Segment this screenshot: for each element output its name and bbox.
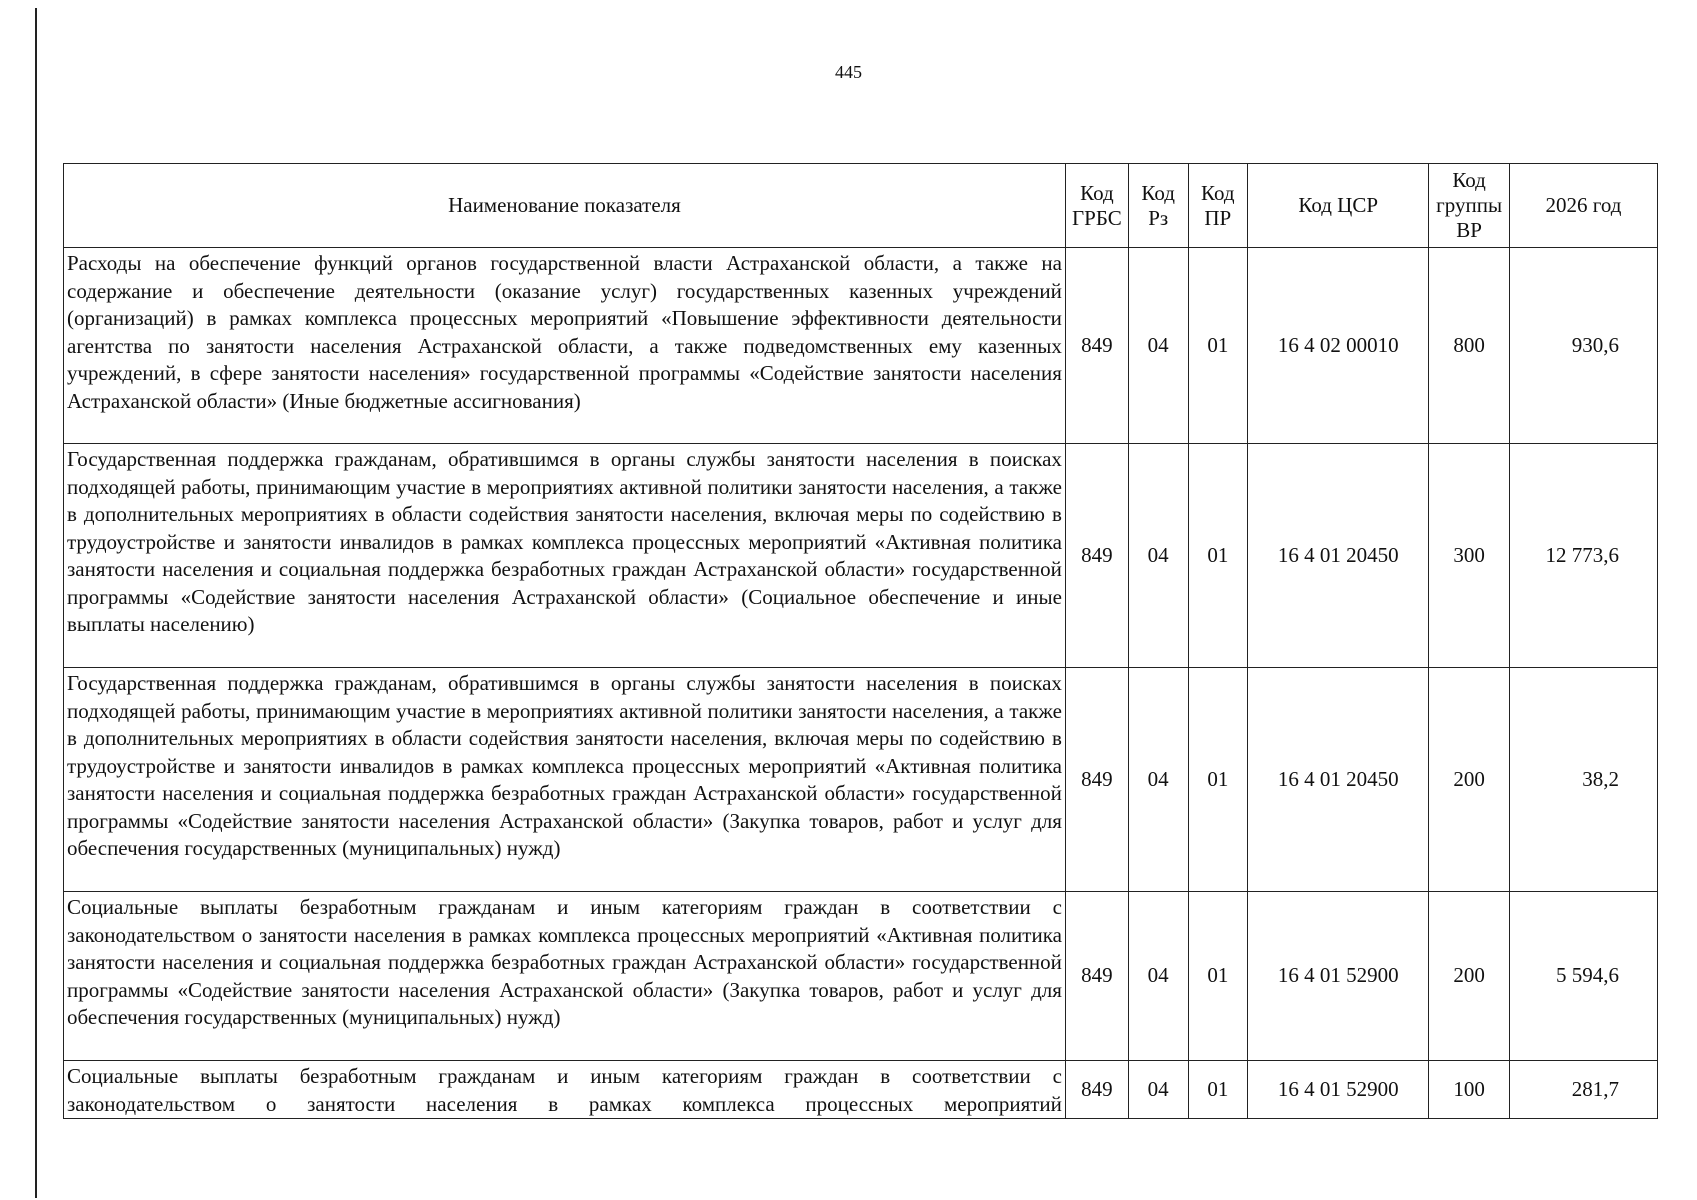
row-pr: 01: [1188, 248, 1248, 444]
table-header-row: [64, 164, 1658, 248]
row-csr: 16 4 01 20450: [1248, 444, 1429, 668]
row-grbs: 849: [1065, 1061, 1128, 1119]
row-amount-2026: 281,7: [1509, 1061, 1657, 1119]
row-grbs: 849: [1065, 668, 1128, 892]
row-name: Социальные выплаты безработным гражданам и иным категориям граждан в соответствии с законодательством о занятости населения в рамках комплекса процессных мероприятий «Активная политика занятости населения и социальная поддержка безработных граждан Астраханской области» государственной программы «Содействие занятости населения Астраханской области» (Закупка товаров, работ и услуг для обеспечения государственных (муниципальных) нужд): [64, 892, 1066, 1061]
row-grbs: 849: [1065, 444, 1128, 668]
table-row: [64, 892, 1658, 1061]
row-amount-2026: 38,2: [1509, 668, 1657, 892]
row-name: Государственная поддержка гражданам, обратившимся в органы службы занятости населения в поисках подходящей работы, принимающим участие в мероприятиях активной политики занятости населения, а также в дополнительных мероприятиях в области содействия занятости населения, включая меры по содействию в трудоустройстве и занятости инвалидов в рамках комплекса процессных мероприятий «Активная политика занятости населения и социальная поддержка безработных граждан Астраханской области» государственной программы «Содействие занятости населения Астраханской области» (Закупка товаров, работ и услуг для обеспечения государственных (муниципальных) нужд): [64, 668, 1066, 892]
header-pr-code: Код ПР: [1188, 164, 1248, 248]
row-csr: 16 4 01 52900: [1248, 1061, 1429, 1119]
row-grbs: 849: [1065, 892, 1128, 1061]
row-amount-2026: 5 594,6: [1509, 892, 1657, 1061]
row-name: Расходы на обеспечение функций органов государственной власти Астраханской области, а также на содержание и обеспечение деятельности (оказание услуг) государственных казенных учреждений (организаций) в рамках комплекса процессных мероприятий «Повышение эффективности деятельности агентства по занятости населения Астраханской области, а также подведомственных ему казенных учреждений, в сфере занятости населения» государственной программы «Содействие занятости населения Астраханской области» (Иные бюджетные ассигнования): [64, 248, 1066, 444]
header-rz-code: Код Рз: [1128, 164, 1188, 248]
row-rz: 04: [1128, 444, 1188, 668]
row-vr: 200: [1429, 668, 1510, 892]
row-csr: 16 4 01 52900: [1248, 892, 1429, 1061]
row-vr: 300: [1429, 444, 1510, 668]
row-name-text: Социальные выплаты безработным гражданам и иным категориям граждан в соответствии с законодательством о занятости населения в рамках комплекса процессных мероприятий: [67, 1064, 1062, 1116]
row-amount-2026: 12 773,6: [1509, 444, 1657, 668]
header-csr-code: Код ЦСР: [1248, 164, 1429, 248]
budget-table: [63, 163, 1658, 1119]
row-csr: 16 4 02 00010: [1248, 248, 1429, 444]
row-csr: 16 4 01 20450: [1248, 668, 1429, 892]
row-vr: 100: [1429, 1061, 1510, 1119]
row-amount-2026: 930,6: [1509, 248, 1657, 444]
row-rz: 04: [1128, 248, 1188, 444]
row-pr: 01: [1188, 1061, 1248, 1119]
table-row: [64, 668, 1658, 892]
page-binding-line: [35, 8, 37, 1198]
header-year-2026: 2026 год: [1509, 164, 1657, 248]
table-row: [64, 444, 1658, 668]
table-row: [64, 248, 1658, 444]
row-grbs: 849: [1065, 248, 1128, 444]
row-rz: 04: [1128, 668, 1188, 892]
row-name: [64, 1061, 1066, 1119]
page-number: 445: [835, 62, 862, 82]
row-vr: 200: [1429, 892, 1510, 1061]
header-vr-group-code: Код группы ВР: [1429, 164, 1510, 248]
row-rz: 04: [1128, 1061, 1188, 1119]
row-rz: 04: [1128, 892, 1188, 1061]
row-pr: 01: [1188, 892, 1248, 1061]
row-pr: 01: [1188, 668, 1248, 892]
table-row: [64, 1061, 1658, 1119]
header-name: Наименование показателя: [64, 164, 1066, 248]
row-pr: 01: [1188, 444, 1248, 668]
row-vr: 800: [1429, 248, 1510, 444]
row-name: Государственная поддержка гражданам, обратившимся в органы службы занятости населения в поисках подходящей работы, принимающим участие в мероприятиях активной политики занятости населения, а также в дополнительных мероприятиях в области содействия занятости населения, включая меры по содействию в трудоустройстве и занятости инвалидов в рамках комплекса процессных мероприятий «Активная политика занятости населения и социальная поддержка безработных граждан Астраханской области» государственной программы «Содействие занятости населения Астраханской области» (Социальное обеспечение и иные выплаты населению): [64, 444, 1066, 668]
header-grbs-code: Код ГРБС: [1065, 164, 1128, 248]
